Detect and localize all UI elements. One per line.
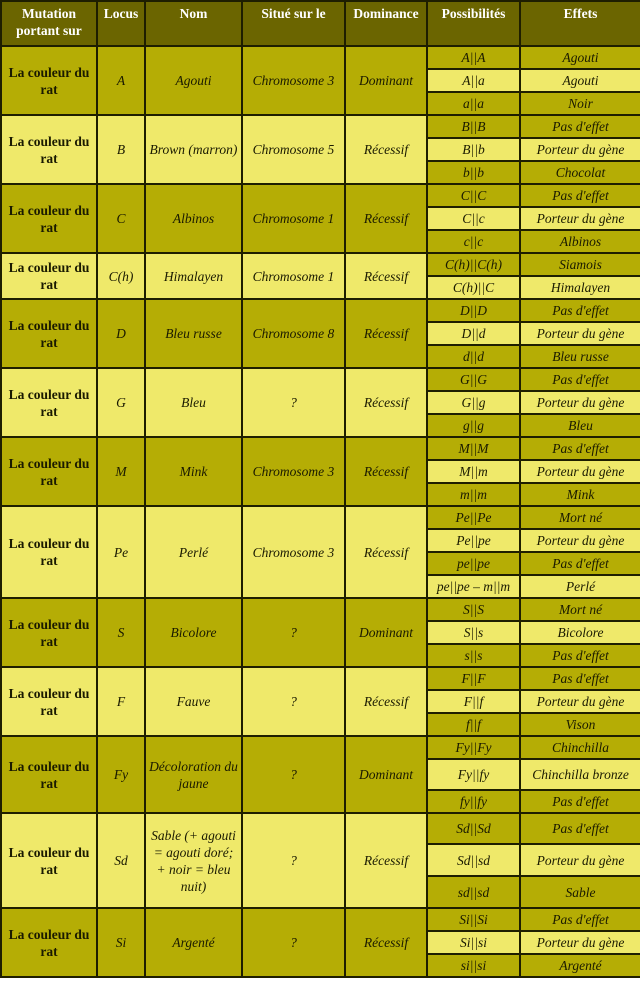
genotype-cell: D||D <box>427 299 520 322</box>
genotype-cell: g||g <box>427 414 520 437</box>
effect-cell: Pas d'effet <box>520 115 640 138</box>
dominance-cell: Récessif <box>345 368 427 437</box>
genotype-cell: Sd||sd <box>427 844 520 876</box>
nom-cell: Sable (+ agouti = agouti doré; + noir = bleu nuit) <box>145 813 242 908</box>
genotype-cell: m||m <box>427 483 520 506</box>
effect-cell: Himalayen <box>520 276 640 299</box>
chrom-cell: Chromosome 3 <box>242 506 345 598</box>
genotype-cell: Fy||Fy <box>427 736 520 759</box>
effect-cell: Pas d'effet <box>520 368 640 391</box>
genotype-cell: B||b <box>427 138 520 161</box>
genotype-cell: G||g <box>427 391 520 414</box>
table-row <box>1 437 640 460</box>
nom-cell: Perlé <box>145 506 242 598</box>
subject-cell: La couleur du rat <box>1 908 97 977</box>
effect-cell: Porteur du gène <box>520 690 640 713</box>
effect-cell: Porteur du gène <box>520 138 640 161</box>
genotype-cell: si||si <box>427 954 520 977</box>
chrom-cell: Chromosome 8 <box>242 299 345 368</box>
dominance-cell: Récessif <box>345 908 427 977</box>
nom-cell: Bicolore <box>145 598 242 667</box>
genotype-cell: D||d <box>427 322 520 345</box>
header-mutation: Mutation portant sur <box>1 1 97 46</box>
effect-cell: Porteur du gène <box>520 207 640 230</box>
genotype-cell: A||a <box>427 69 520 92</box>
effect-cell: Pas d'effet <box>520 437 640 460</box>
subject-cell: La couleur du rat <box>1 667 97 736</box>
table-row <box>1 813 640 844</box>
table-row <box>1 46 640 69</box>
effect-cell: Porteur du gène <box>520 322 640 345</box>
nom-cell: Brown (marron) <box>145 115 242 184</box>
effect-cell: Bicolore <box>520 621 640 644</box>
effect-cell: Vison <box>520 713 640 736</box>
genotype-cell: M||m <box>427 460 520 483</box>
chrom-cell: Chromosome 5 <box>242 115 345 184</box>
effect-cell: Pas d'effet <box>520 790 640 813</box>
chrom-cell: ? <box>242 813 345 908</box>
effect-cell: Noir <box>520 92 640 115</box>
locus-cell: D <box>97 299 145 368</box>
effect-cell: Mort né <box>520 506 640 529</box>
nom-cell: Décoloration du jaune <box>145 736 242 813</box>
genotype-cell: Sd||Sd <box>427 813 520 844</box>
chrom-cell: ? <box>242 368 345 437</box>
dominance-cell: Récessif <box>345 253 427 299</box>
genotype-cell: Si||si <box>427 931 520 954</box>
nom-cell: Bleu russe <box>145 299 242 368</box>
locus-cell: Si <box>97 908 145 977</box>
effect-cell: Perlé <box>520 575 640 598</box>
effect-cell: Chinchilla bronze <box>520 759 640 790</box>
effect-cell: Mort né <box>520 598 640 621</box>
locus-cell: G <box>97 368 145 437</box>
effect-cell: Porteur du gène <box>520 460 640 483</box>
dominance-cell: Récessif <box>345 115 427 184</box>
dominance-cell: Récessif <box>345 437 427 506</box>
effect-cell: Sable <box>520 876 640 908</box>
subject-cell: La couleur du rat <box>1 598 97 667</box>
genotype-cell: B||B <box>427 115 520 138</box>
header-locus: Locus <box>97 1 145 46</box>
dominance-cell: Récessif <box>345 667 427 736</box>
chrom-cell: Chromosome 1 <box>242 253 345 299</box>
nom-cell: Agouti <box>145 46 242 115</box>
table-row <box>1 908 640 931</box>
subject-cell: La couleur du rat <box>1 46 97 115</box>
genotype-cell: S||S <box>427 598 520 621</box>
genotype-cell: pe||pe – m||m <box>427 575 520 598</box>
subject-cell: La couleur du rat <box>1 368 97 437</box>
chrom-cell: Chromosome 1 <box>242 184 345 253</box>
dominance-cell: Récessif <box>345 299 427 368</box>
genotype-cell: f||f <box>427 713 520 736</box>
header-situe: Situé sur le <box>242 1 345 46</box>
genotype-cell: c||c <box>427 230 520 253</box>
locus-cell: Pe <box>97 506 145 598</box>
chrom-cell: ? <box>242 598 345 667</box>
effect-cell: Argenté <box>520 954 640 977</box>
subject-cell: La couleur du rat <box>1 736 97 813</box>
effect-cell: Pas d'effet <box>520 644 640 667</box>
genotype-cell: F||F <box>427 667 520 690</box>
nom-cell: Himalayen <box>145 253 242 299</box>
effect-cell: Pas d'effet <box>520 908 640 931</box>
genotype-cell: sd||sd <box>427 876 520 908</box>
header-dominance: Dominance <box>345 1 427 46</box>
locus-cell: M <box>97 437 145 506</box>
dominance-cell: Récessif <box>345 813 427 908</box>
subject-cell: La couleur du rat <box>1 253 97 299</box>
table-row <box>1 253 640 276</box>
chrom-cell: Chromosome 3 <box>242 437 345 506</box>
effect-cell: Mink <box>520 483 640 506</box>
effect-cell: Bleu russe <box>520 345 640 368</box>
table-row <box>1 598 640 621</box>
table-body <box>1 46 640 977</box>
dominance-cell: Récessif <box>345 184 427 253</box>
effect-cell: Agouti <box>520 46 640 69</box>
chrom-cell: ? <box>242 908 345 977</box>
locus-cell: Fy <box>97 736 145 813</box>
nom-cell: Bleu <box>145 368 242 437</box>
table-row <box>1 506 640 529</box>
effect-cell: Bleu <box>520 414 640 437</box>
effect-cell: Albinos <box>520 230 640 253</box>
effect-cell: Pas d'effet <box>520 813 640 844</box>
effect-cell: Pas d'effet <box>520 299 640 322</box>
genotype-cell: d||d <box>427 345 520 368</box>
genotype-cell: M||M <box>427 437 520 460</box>
genotype-cell: F||f <box>427 690 520 713</box>
locus-cell: B <box>97 115 145 184</box>
chrom-cell: ? <box>242 667 345 736</box>
genotype-cell: pe||pe <box>427 552 520 575</box>
chrom-cell: Chromosome 3 <box>242 46 345 115</box>
genotype-cell: a||a <box>427 92 520 115</box>
genotype-cell: C(h)||C(h) <box>427 253 520 276</box>
genotype-cell: fy||fy <box>427 790 520 813</box>
dominance-cell: Récessif <box>345 506 427 598</box>
locus-cell: A <box>97 46 145 115</box>
table-row <box>1 368 640 391</box>
genotype-cell: G||G <box>427 368 520 391</box>
effect-cell: Agouti <box>520 69 640 92</box>
header-nom: Nom <box>145 1 242 46</box>
table-row <box>1 299 640 322</box>
header-possibilites: Possibilités <box>427 1 520 46</box>
locus-cell: C <box>97 184 145 253</box>
effect-cell: Siamois <box>520 253 640 276</box>
genotype-cell: C||c <box>427 207 520 230</box>
table-row <box>1 667 640 690</box>
table-row <box>1 184 640 207</box>
genotype-cell: C(h)||C <box>427 276 520 299</box>
dominance-cell: Dominant <box>345 598 427 667</box>
effect-cell: Porteur du gène <box>520 844 640 876</box>
nom-cell: Fauve <box>145 667 242 736</box>
effect-cell: Porteur du gène <box>520 391 640 414</box>
table-row <box>1 115 640 138</box>
genotype-cell: b||b <box>427 161 520 184</box>
locus-cell: F <box>97 667 145 736</box>
effect-cell: Pas d'effet <box>520 552 640 575</box>
effect-cell: Porteur du gène <box>520 529 640 552</box>
genotype-cell: s||s <box>427 644 520 667</box>
subject-cell: La couleur du rat <box>1 115 97 184</box>
subject-cell: La couleur du rat <box>1 299 97 368</box>
dominance-cell: Dominant <box>345 46 427 115</box>
locus-cell: S <box>97 598 145 667</box>
effect-cell: Pas d'effet <box>520 667 640 690</box>
nom-cell: Argenté <box>145 908 242 977</box>
dominance-cell: Dominant <box>345 736 427 813</box>
effect-cell: Chocolat <box>520 161 640 184</box>
locus-cell: Sd <box>97 813 145 908</box>
genotype-cell: S||s <box>427 621 520 644</box>
header-row <box>1 1 640 46</box>
effect-cell: Pas d'effet <box>520 184 640 207</box>
locus-cell: C(h) <box>97 253 145 299</box>
effect-cell: Chinchilla <box>520 736 640 759</box>
genotype-cell: Si||Si <box>427 908 520 931</box>
subject-cell: La couleur du rat <box>1 437 97 506</box>
subject-cell: La couleur du rat <box>1 813 97 908</box>
genotype-cell: Pe||Pe <box>427 506 520 529</box>
nom-cell: Mink <box>145 437 242 506</box>
genotype-cell: Pe||pe <box>427 529 520 552</box>
header-effets: Effets <box>520 1 640 46</box>
nom-cell: Albinos <box>145 184 242 253</box>
genotype-cell: C||C <box>427 184 520 207</box>
subject-cell: La couleur du rat <box>1 506 97 598</box>
genotype-cell: Fy||fy <box>427 759 520 790</box>
genotype-cell: A||A <box>427 46 520 69</box>
effect-cell: Porteur du gène <box>520 931 640 954</box>
subject-cell: La couleur du rat <box>1 184 97 253</box>
table-row <box>1 736 640 759</box>
chrom-cell: ? <box>242 736 345 813</box>
